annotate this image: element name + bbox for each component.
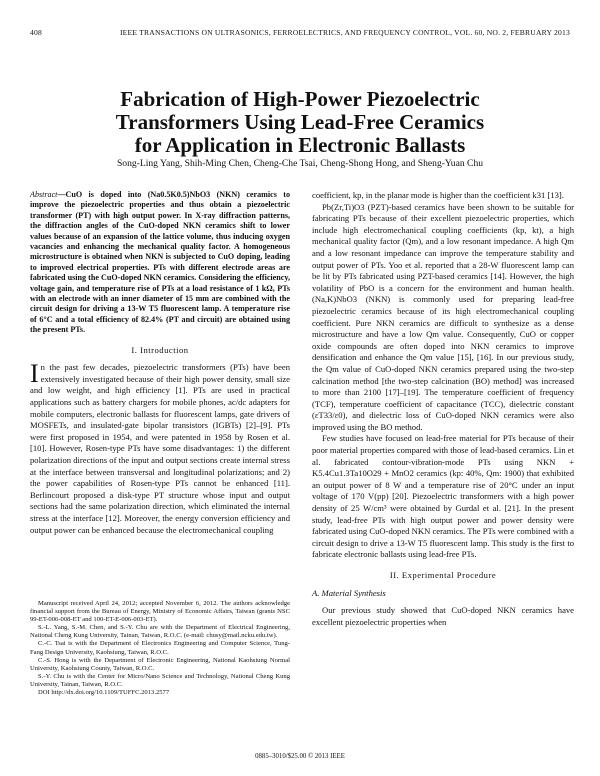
- page-number: 408: [30, 28, 42, 37]
- abstract: [30, 190, 290, 336]
- title-line-1: Fabrication of High-Power Piezoelectric: [120, 87, 480, 111]
- drop-cap: I: [30, 359, 39, 389]
- author-list: Song-Ling Yang, Shih-Ming Chen, Cheng-Che Tsai, Cheng-Shong Hong, and Sheng-Yuan Chu: [116, 158, 484, 169]
- right-column: [312, 190, 574, 628]
- footnote-affiliation-1: S.-L. Yang, S.-M. Chen, and S.-Y. Chu are with the Department of Electrical Engineering, National Cheng Kung University, Tainan, Taiwan, R.O.C. (e-mail: chusy@mail.ncku.edu.tw).: [30, 624, 290, 640]
- doi-link[interactable]: DOI http://dx.doi.org/10.1109/TUFFC.2013.2577: [38, 689, 170, 697]
- footnote-affiliation-4: S.-Y. Chu is with the Center for Micro/Nano Science and Technology, National Cheng Kung University, Tainan, Taiwan, R.O.C.: [30, 672, 290, 688]
- journal-name: IEEE TRANSACTIONS ON ULTRASONICS, FERROELECTRICS, AND FREQUENCY CONTROL, VOL. 60, NO. 2, FEBRUARY 2013: [119, 28, 570, 37]
- paragraph-pzt: Pb(Zr,Ti)O3 (PZT)-based ceramics have been shown to be suitable for fabricating PTs because of their excellent piezoelectric properties, which include high electromechanical coupling coefficients (kp, kt), a high mechanical quality factor (Qm), and a low resonant impedance. A high Qm and a low resonant impedance can improve the temperature stability and output power of PTs. Yoo et al. reported that a 28-W fluorescent lamp can be lit by PTs fabricated using PZT-based ceramics [14]. However, the high volatility of PbO is a concern for the environment and human health. (Na,K)NbO3 (NKN) is commonly used for preparing lead-free piezoelectric ceramics because of its high electromechanical coupling coefficient. Pure NKN ceramics are difficult to synthesize as a dense microstructure and have a low Qm value. Consequently, CuO or copper oxide compounds are often doped into NKN ceramics to improve densification and enhance the Qm value [15], [16]. In our previous study, the Qm value of CuO-doped NKN ceramics prepared using the two-step calcination method [the two-step calcination (BO) method] was increased to more than 2100 [17]–[19]. The temperature coefficient of frequency (TCF), temperature coefficient of capacitance (TCC), dielectric constant (εT33/ε0), and dielectric loss of CuO-doped NKN ceramics were also improved using the BO method.: [312, 201, 574, 432]
- paragraph-material-synthesis: Our previous study showed that CuO-doped NKN ceramics have excellent piezoelectric properties when: [312, 605, 574, 627]
- left-column: [30, 190, 290, 536]
- section-heading-introduction: I. Introduction: [131, 344, 189, 355]
- footnote-affiliation-2: C.-C. Tsai is with the Department of Electronics Engineering and Computer Science, Tung-Fang Design University, Kaohsiung, Taiwan, R.O.C.: [30, 640, 290, 656]
- intro-paragraph: [30, 359, 290, 536]
- title-line-3: for Application in Electronic Ballasts: [134, 133, 466, 157]
- title-line-2: Transformers Using Lead-Free Ceramics: [115, 110, 485, 134]
- abstract-text: —CuO is doped into (Na0.5K0.5)NbO3 (NKN) ceramics to improve the piezoelectric properties and thus obtain a piezoelectric transformer (PT) with high output power. In X-ray diffraction patterns, the diffraction angles of the CuO-doped NKN ceramics shift to lower values because of an expansion of the lattice volume, thus inducing oxygen vacancies and enhancing the mechanical quality factor. A homogeneous microstructure is obtained when NKN is subjected to CuO doping, leading to improved electrical properties. PTs with different electrode areas are fabricated using the CuO-doped NKN ceramics. Considering the efficiency, voltage gain, and temperature rise of PTs at a load resistance of 1 kΩ, PTs with an electrode with an inner diameter of 15 mm are combined with the circuit design for driving a 13-W T5 fluorescent lamp. A temperature rise of 6°C and a total efficiency of 82.4% (PT and circuit) are obtained using the present PTs.: [30, 190, 290, 335]
- abstract-label: Abstract: [30, 190, 58, 199]
- footnote-received: Manuscript received April 24, 2012; accepted November 6, 2012. The authors acknowledge financial support from the Bureau of Energy, Ministry of Economic Affairs, Taiwan (grants NSC 99-ET-006-008-ET and 100-ET-E-006-003-ET).: [30, 600, 290, 624]
- footnote-affiliation-3: C.-S. Hong is with the Department of Electronic Engineering, National Kaohsiung Normal University, Kaohsiung County, Taiwan, R.O.C.: [30, 656, 290, 672]
- footnotes: [30, 600, 290, 697]
- paragraph-lead-free: Few studies have focused on lead-free material for PTs because of their poor material properties compared with those of lead-based ceramics. Lin et al. fabricated contour-vibration-mode PTs using NKN + K5.4Cu1.3Ta10O29 + MnO2 ceramics (kp: 40%, Qm: 1900) that exhibited an output power of 8 W and a temperature rise of 20°C under an input voltage of 170 V(pp) [20]. Piezoelectric transformers with a high power density of 25 W/cm³ were obtained by Gurdal et al. [21]. In the present study, lead-free PTs with high output power and power density were fabricated using CuO-doped NKN ceramics. The PTs were combined with a circuit design to drive a 13-W T5 fluorescent lamp. This study is the first to fabricate electronic ballasts using lead-free PTs.: [312, 433, 574, 560]
- paper-title: [30, 88, 570, 157]
- copyright-line: 0885–3010/$25.00 © 2013 IEEE: [255, 753, 345, 760]
- subsection-heading-material-synthesis: A. Material Synthesis: [312, 587, 386, 598]
- section-heading-experimental: II. Experimental Procedure: [389, 570, 497, 580]
- running-header: [30, 28, 570, 40]
- paragraph-continued: coefficient, kp, in the planar mode is higher than the coefficient k31 [13].: [312, 190, 564, 200]
- intro-paragraph-text: n the past few decades, piezoelectric transformers (PTs) have been extensively investigated because of their high power density, small size and low weight, and high efficiency [1]. PTs are used in practical applications such as battery chargers for mobile phones, ac/dc adapters for mobile computers, electronic ballasts for fluorescent lamps, gate drivers of MOSFETs, and insulated-gate bipolar transistors (IGBTs) [2]–[9]. PTs were first proposed in 1954, and were patented in 1958 by Rosen et al. [10]. However, Rosen-type PTs have some disadvantages: 1) the different polarization directions of the input and output sections create internal stress at the interface between transversal and longitudinal polarizations; and 2) the power capabilities of Rosen-type PTs cannot be enhanced [11]. Berlincourt proposed a disk-type PT structure whose input and output sections had the same polarization direction, which eliminated the internal stress at the interface [12]. Moreover, the energy conversion efficiency and output power can be enhanced because the electromechanical coupling: [30, 362, 290, 535]
